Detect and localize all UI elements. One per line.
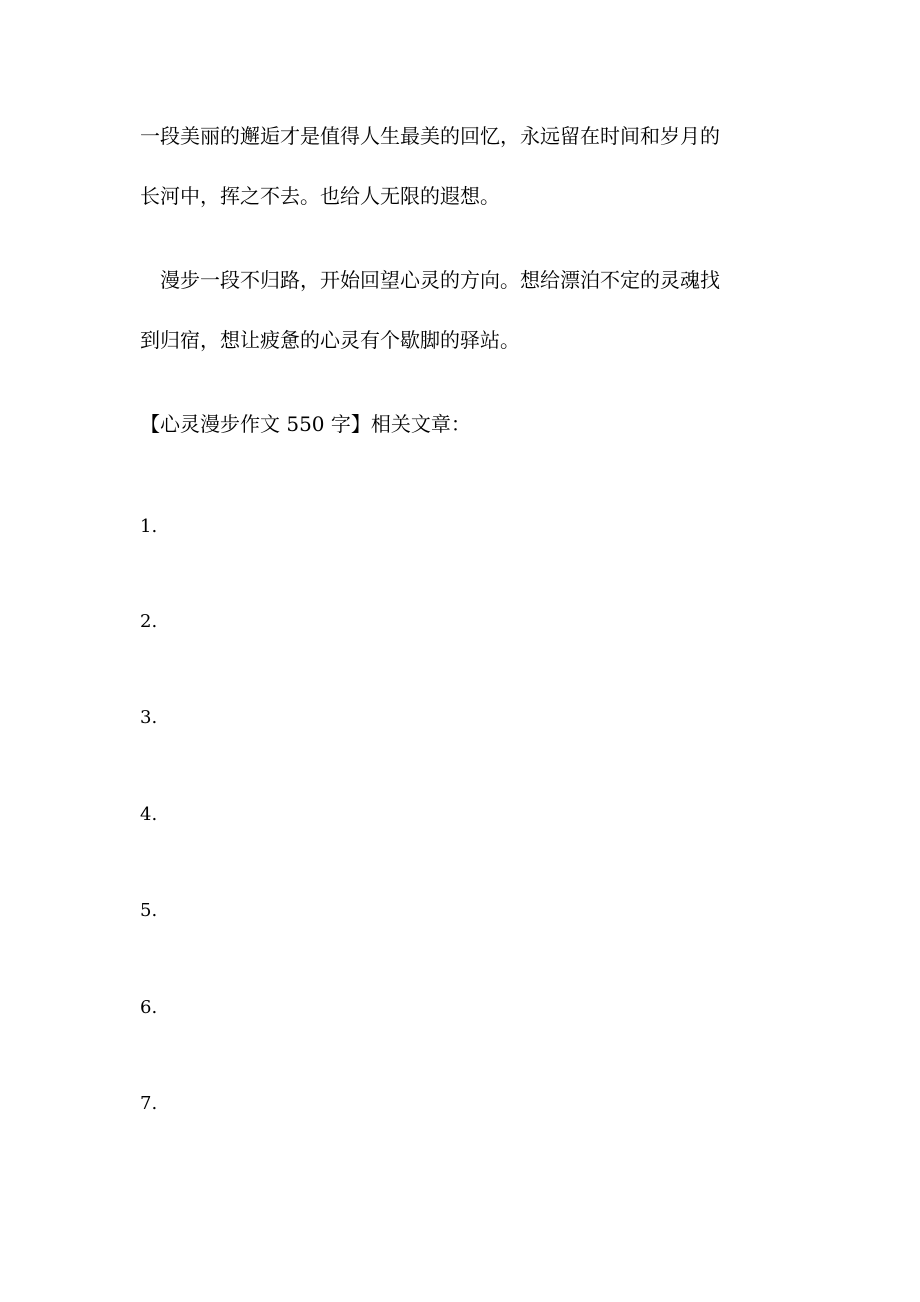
related-list-item: 3. — [140, 707, 158, 728]
related-list-item: 4. — [140, 804, 158, 825]
related-list-item: 5. — [140, 900, 158, 921]
paragraph-wandering — [140, 250, 780, 370]
related-list-item: 6. — [140, 997, 158, 1018]
related-list-item: 1. — [140, 516, 158, 537]
paragraph-line: 到归宿，想让疲惫的心灵有个歇脚的驿站。 — [140, 328, 520, 352]
paragraph-line: 漫步一段不归路，开始回望心灵的方向。想给漂泊不定的灵魂找 — [140, 268, 720, 292]
paragraph-encounter — [140, 106, 780, 226]
related-list-item: 2. — [140, 611, 158, 632]
heading-line: 【心灵漫步作文 550 字】相关文章： — [140, 412, 471, 436]
related-list-item: 7. — [140, 1093, 158, 1114]
related-articles-heading — [140, 394, 780, 454]
paragraph-line: 长河中，挥之不去。也给人无限的遐想。 — [140, 184, 500, 208]
paragraph-line: 一段美丽的邂逅才是值得人生最美的回忆，永远留在时间和岁月的 — [140, 124, 720, 148]
